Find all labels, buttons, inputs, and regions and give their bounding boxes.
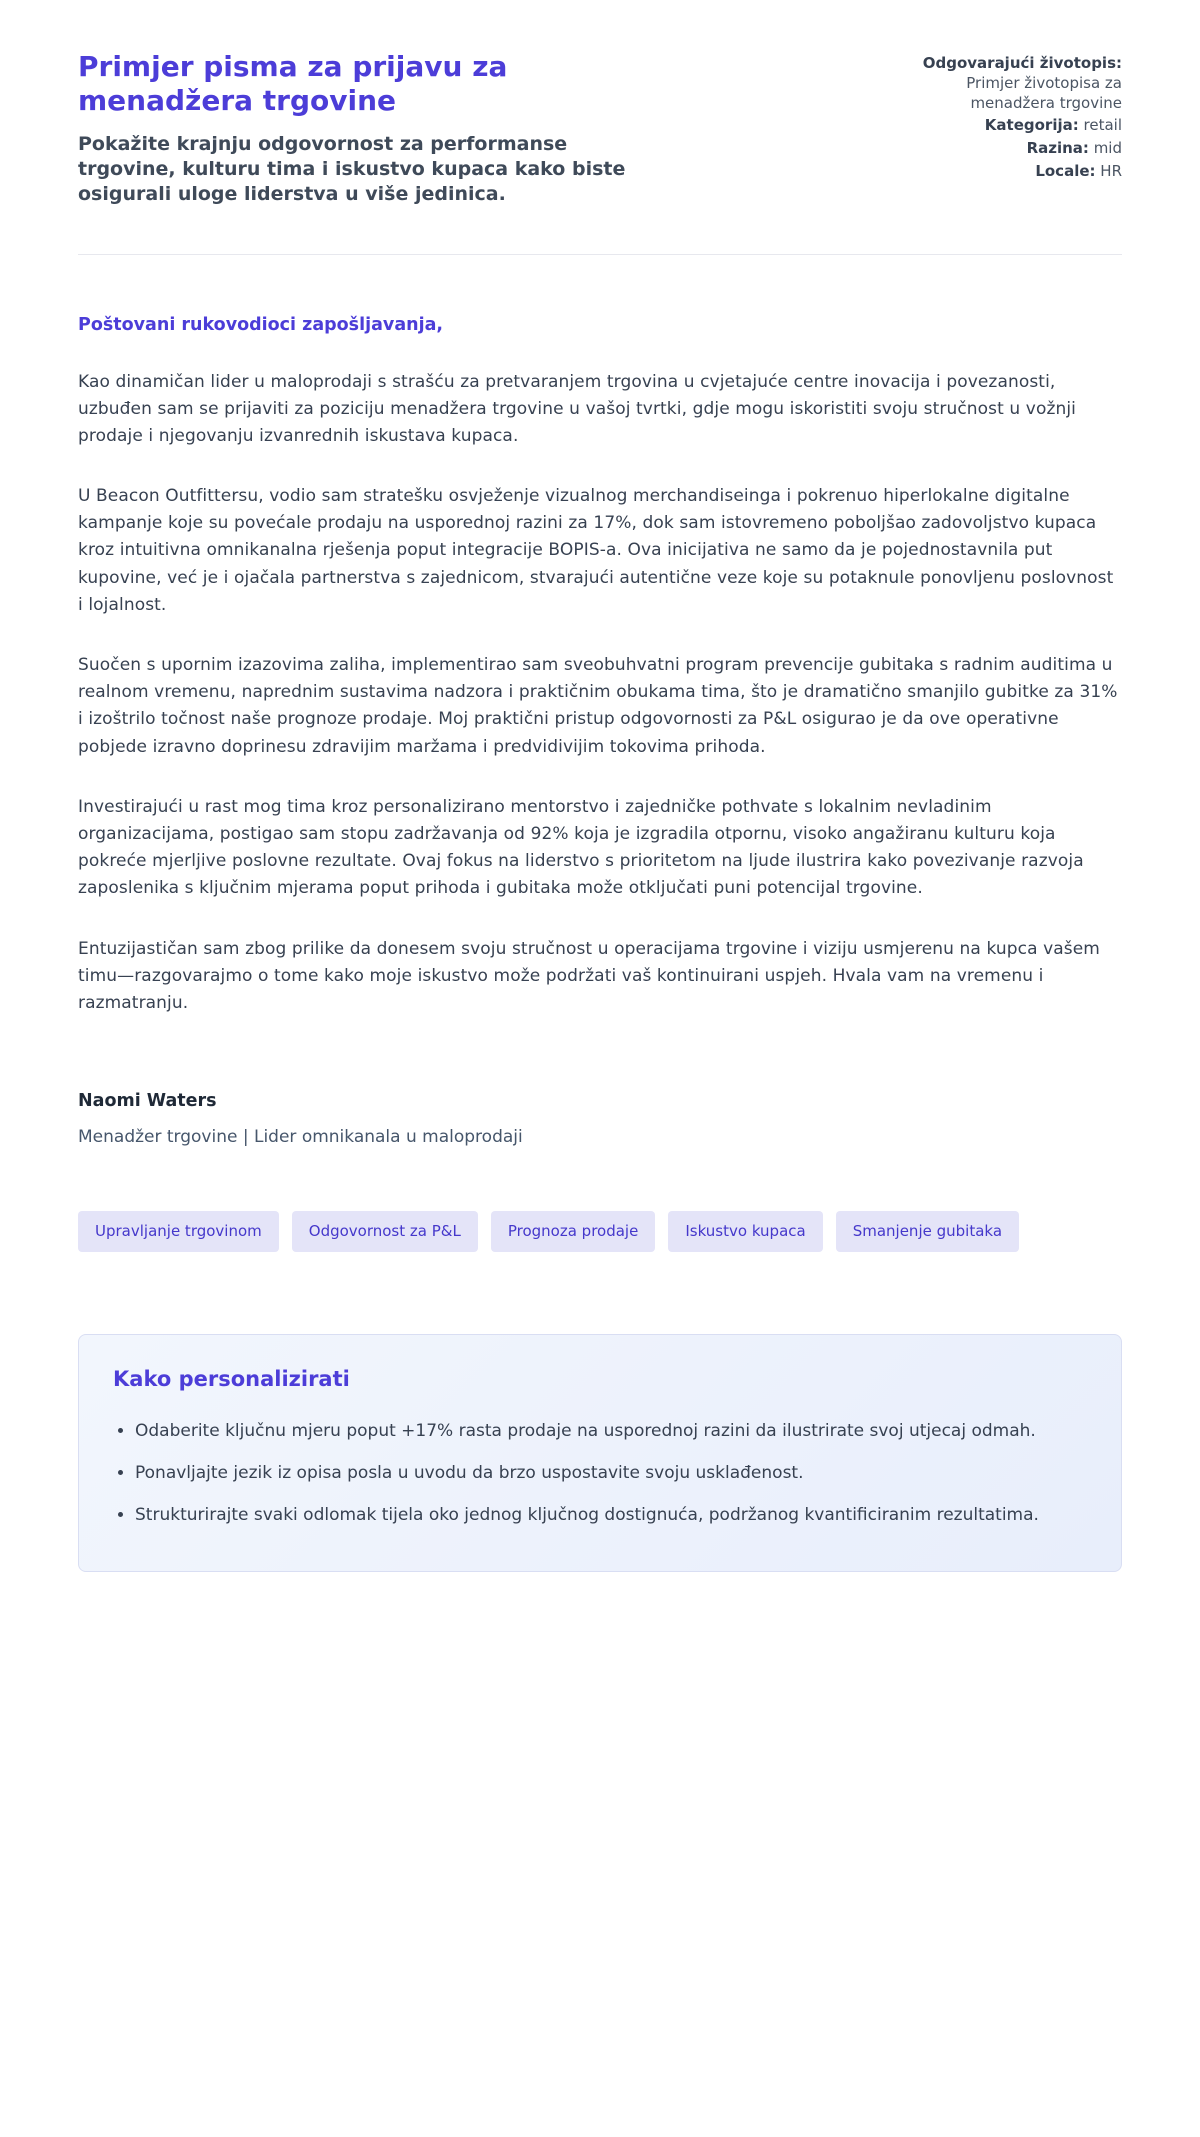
signature-role: Menadžer trgovine | Lider omnikanala u maloprodaji: [78, 1127, 523, 1148]
letter-paragraph: U Beacon Outfittersu, vodio sam stratešku osvježenje vizualnog merchandiseinga i pokrenuo hiperlokalne digitalne kampanje koje su povećale prodaju na usporednoj razini za 17%, dok sam istovremeno poboljšao zadovoljstvo kupaca kroz intuitivna omnikanalna rješenja poput integracije BOPIS-a. Ova inicijativa ne samo da je pojednostavnila put kupovine, već je i ojačala partnerstva s zajednicom, stvarajući autentične veze koje su potaknule ponovljenu poslovnost i lojalnost.: [78, 486, 1114, 615]
letter-paragraph: Entuzijastičan sam zbog prilike da donesem svoju stručnost u operacijama trgovine i viziju usmjerenu na kupca vašem timu—razgovarajmo o tome kako moje iskustvo može podržati vaš kontinuirani uspjeh. Hvala vam na vremenu i razmatranju.: [78, 938, 1100, 1013]
skill-tag-chip: Upravljanje trgovinom: [78, 1211, 279, 1252]
meta-row: [894, 54, 1122, 113]
tips-title: Kako personalizirati: [113, 1367, 350, 1392]
tips-item: • Odaberite ključnu mjeru poput +17% rasta prodaje na usporednoj razini da ilustrirate svoj utjecaj odmah.: [135, 1417, 1087, 1445]
tips-item: • Strukturirajte svaki odlomak tijela oko jednog ključnog dostignuća, podržanog kvantificiranim rezultatima.: [135, 1501, 1087, 1529]
meta-row: [894, 162, 1122, 182]
cover-letter-page: [78, 0, 1122, 1642]
signature-name: Naomi Waters: [78, 1091, 217, 1112]
skill-tag-chip: Iskustvo kupaca: [668, 1211, 822, 1252]
skill-tag-chip: Odgovornost za P&L: [292, 1211, 478, 1252]
letter-greeting: Poštovani rukovodioci zapošljavanja,: [78, 314, 444, 335]
meta-label: Kategorija:: [984, 116, 1079, 135]
meta-label: Odgovarajući životopis:: [922, 54, 1122, 72]
header-title-block: [78, 50, 668, 208]
skill-tag-chip: Prognoza prodaje: [491, 1211, 655, 1252]
meta-panel: [894, 50, 1122, 185]
letter-paragraph: Kao dinamičan lider u maloprodaji s strašću za pretvaranjem trgovina u cvjetajuće centre inovacija i povezanosti, uzbuđen sam se prijaviti za poziciju menadžera trgovine u vašoj tvrtki, gdje mogu iskoristiti svoju stručnost u vožnji prodaje i njegovanju izvanrednih iskustava kupaca.: [78, 371, 1076, 446]
meta-value: Primjer životopisa za menadžera trgovine: [966, 73, 1122, 112]
page-subtitle: Pokažite krajnju odgovornost za performanse trgovine, kulturu tima i iskustvo kupaca kako biste osigurali uloge liderstva u više jedinica.: [78, 133, 626, 206]
divider: [78, 254, 1122, 255]
meta-label: Razina:: [1026, 139, 1089, 158]
meta-value: HR: [1100, 161, 1122, 180]
meta-label: Locale:: [1035, 161, 1096, 180]
page-header: [78, 50, 1122, 208]
skill-tags: [78, 1211, 1122, 1252]
letter-section: [78, 315, 1122, 1148]
tips-list: [113, 1417, 1087, 1529]
letter-paragraph: Suočen s upornim izazovima zaliha, implementirao sam sveobuhvatni program prevencije gubitaka s radnim auditima u realnom vremenu, naprednim sustavima nadzora i praktičnim obukama tima, što je dramatično smanjilo gubitke za 31% i izoštrilo točnost naše prognoze prodaje. Moj praktični pristup odgovornosti za P&L osigurao je da ove operativne pobjede izravno doprinesu zdravijim maržama i predvidivijim tokovima prihoda.: [78, 655, 1118, 757]
meta-row: [894, 139, 1122, 159]
meta-value: mid: [1093, 139, 1122, 158]
tips-item: • Ponavljajte jezik iz opisa posla u uvodu da brzo uspostavite svoju usklađenost.: [135, 1459, 1087, 1487]
meta-value: retail: [1083, 116, 1122, 135]
personalization-tips-box: [78, 1334, 1122, 1572]
page-title: Primjer pisma za prijavu za menadžera trgovine: [78, 50, 508, 118]
meta-row: [894, 116, 1122, 136]
letter-body: [78, 369, 1122, 1018]
letter-paragraph: Investirajući u rast mog tima kroz personalizirano mentorstvo i zajedničke pothvate s lokalnim nevladinim organizacijama, postigao sam stopu zadržavanja od 92% koja je izgradila otpornu, visoko angažiranu kulturu koja pokreće mjerljive poslovne rezultate. Ovaj fokus na liderstvo s prioritetom na ljude ilustrira kako povezivanje razvoja zaposlenika s ključnim mjerama poput prihoda i gubitaka može otključati puni potencijal trgovine.: [78, 796, 1084, 899]
skill-tag-chip: Smanjenje gubitaka: [836, 1211, 1019, 1252]
